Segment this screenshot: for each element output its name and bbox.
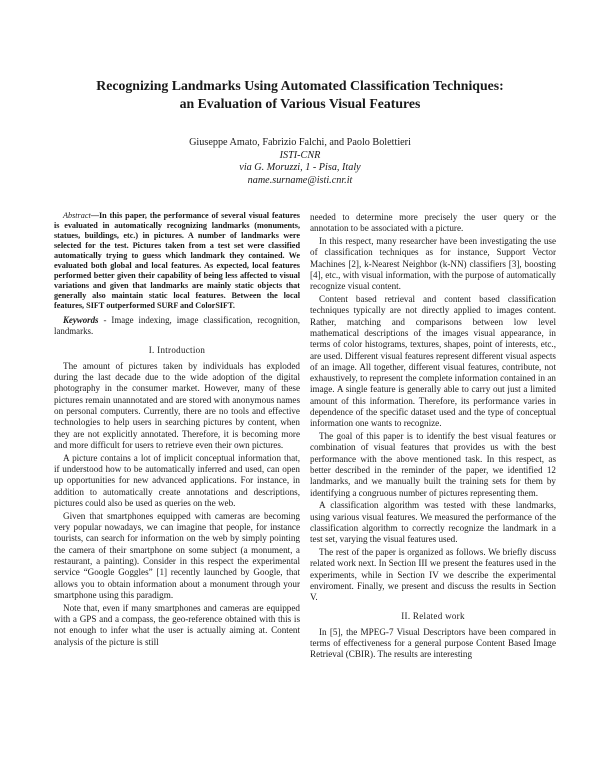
email: name.surname@isti.cnr.it [247, 174, 353, 186]
abstract [54, 211, 300, 311]
abstract-label: Abstract [63, 211, 91, 220]
keywords [54, 315, 300, 338]
intro-paragraph-9: The rest of the paper is organized as follows. We briefly discuss related work next. In Section III we present the features used in the experiments, while in Section IV we describe the experimental enviroment. Finally, we present and discuss the results in Section V. [310, 547, 556, 603]
intro-paragraph-4-continued: needed to determine more precisely the user query or the annotation to be associated with a picture. [310, 212, 556, 234]
related-work-paragraph-1: In [5], the MPEG-7 Visual Descriptors have been compared in terms of effectiveness for a general purpose Content Based Image Retrieval (CBIR). The results are interesting [310, 626, 556, 660]
section-heading-introduction: I. Introduction [148, 344, 206, 355]
section-heading-related-work: II. Related work [401, 610, 465, 621]
author-names: Giuseppe Amato, Fabrizio Falchi, and Paolo Bolettieri [189, 137, 411, 148]
left-column [54, 211, 300, 648]
title-line-2: an Evaluation of Various Visual Features [179, 96, 421, 111]
author-block [40, 137, 560, 187]
affiliation: ISTI-CNR [279, 149, 321, 161]
paper-title [40, 77, 560, 113]
address: via G. Moruzzi, 1 - Pisa, Italy [239, 162, 361, 174]
intro-paragraph-5: In this respect, many researcher have been investigating the use of classification techniques as for instance, Support Vector Machines [2], k-Nearest Neighbor (k-NN) classifiers [3], boosting [4], etc., with visual information, with the purpose of automatically recognize visual content. [310, 236, 556, 292]
intro-paragraph-6: Content based retrieval and content based classification techniques typically are not directly applied to images content. Rather, matching and comparisons between low level mathematical descriptions of the images visual appearance, in terms of color histograms, textures, shapes, point of interests, etc., are used. Different visual features represent different visual aspects of an image. All together, different visual features, contribute, not exhaustively, to represent the complete information contained in an image. A single feature is generally able to carry out just a limited amount of this information. Therefore, its performance varies in dependence of the specific dataset used and the type of conceptual information one wants to recognize. [310, 294, 556, 429]
abstract-text: —In this paper, the performance of several visual features is evaluated in automatically recognizing landmarks (monuments, statues, buildings, etc.) in pictures. A number of landmarks were selected for the test. Pictures taken from a test set were classified automatically trying to guess which landmark they contained. We evaluated both global and local features. As expected, local features performed better given their capability of being less affected to visual variations and given that landmarks are mainly static objects that generally also maintain static local features. Between the local features, SIFT outperformed SURF and ColorSIFT. [54, 211, 300, 310]
intro-paragraph-2: A picture contains a lot of implicit conceptual information that, if understood how to be automatically inferred and used, can open up opportunities for new advanced applications. For instance, in addition to automatically create annotations and descriptions, pictures could also be used as queries on the web. [54, 452, 300, 508]
intro-paragraph-3: Given that smartphones equipped with cameras are becoming very popular nowadays, we can imagine that people, for instance tourists, can search for information on the web by simply pointing the camera of their smartphone on some subject (a monument, a restaurant, a painting). Consider in this respect the experimental service “Google Goggles” [1] recently launched by Google, that allows you to obtain information about a monument through your smartphone using this paradigm. [54, 510, 300, 600]
intro-paragraph-7: The goal of this paper is to identify the best visual features or combination of visual features that provides us with the best performance with the above mentioned task. In this respect, as better described in the reminder of the paper, we identified 12 landmarks, and we manually built the training sets for them by identifying a congruous number of pictures representing them. [310, 431, 556, 498]
intro-paragraph-1: The amount of pictures taken by individuals has exploded during the last decade due to the wide adoption of the digital photography in the consumer market. However, many of these pictures remain unannotated and are stored with anonymous names on personal computers. Currently, there are no tools and effective technologies to help users in searching pictures by content, when they are not explicitly annotated. Therefore, it is becoming more and more difficult for users to retrieve even their own pictures. [54, 360, 300, 450]
right-column [310, 212, 556, 661]
intro-paragraph-8: A classification algorithm was tested with these landmarks, using various visual features. We measured the performance of the classification algorithm to correctly recognize the landmark in a test set, varying the visual features used. [310, 500, 556, 545]
title-line-1: Recognizing Landmarks Using Automated Classification Techniques: [96, 78, 504, 93]
keywords-text: - Image indexing, image classification, recognition, landmarks. [54, 315, 300, 337]
intro-paragraph-4: Note that, even if many smartphones and cameras are equipped with a GPS and a compass, the geo-reference obtained with this is not enough to infer what the user is actually aiming at. Content analysis of the picture is still [54, 602, 300, 647]
keywords-label: Keywords [63, 315, 99, 325]
